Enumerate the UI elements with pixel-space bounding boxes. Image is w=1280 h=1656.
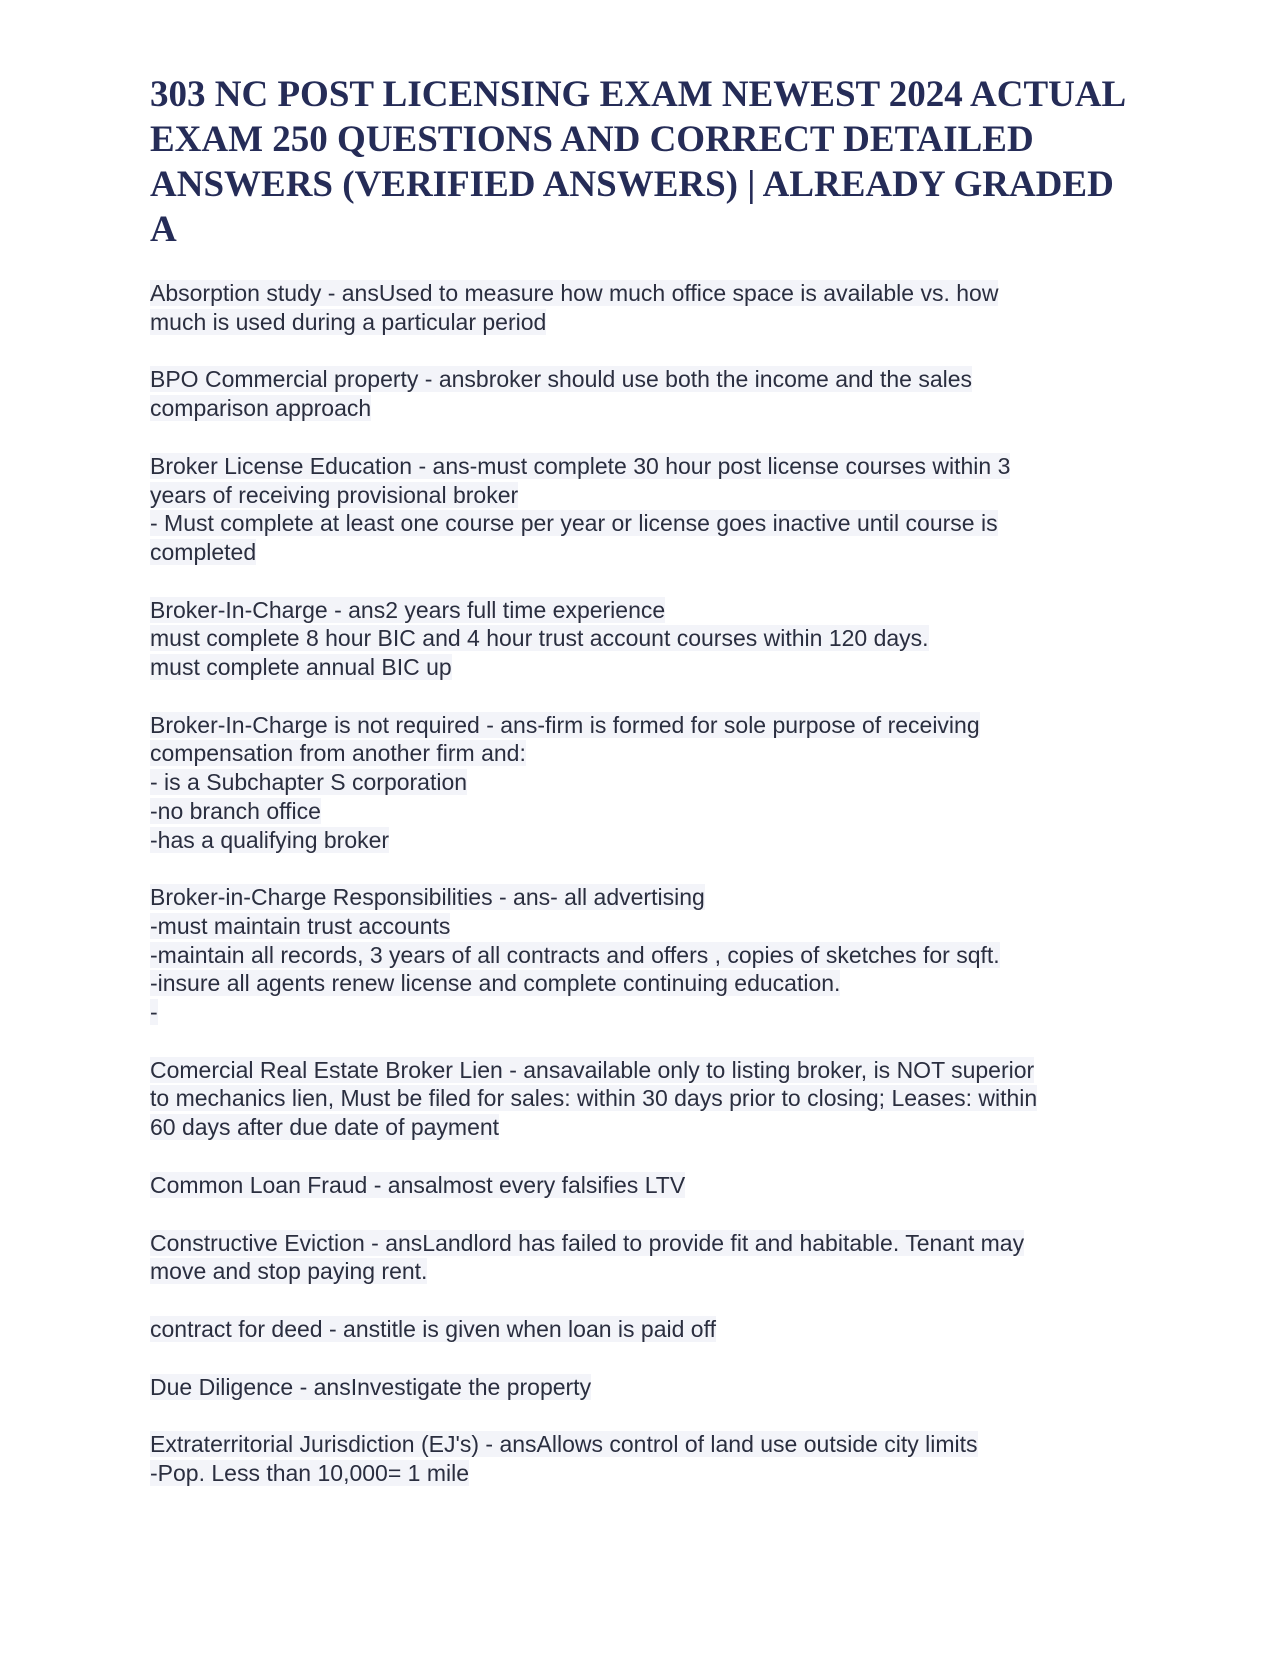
entry-text: Absorption study - ansUsed to measure how much office space is available vs. how bbox=[150, 280, 999, 306]
entry-line bbox=[150, 596, 1130, 625]
entry-line bbox=[150, 739, 1130, 768]
entry-broker-in-charge-responsibilities bbox=[150, 883, 1130, 1027]
entry-line bbox=[150, 1084, 1130, 1113]
entry-line bbox=[150, 365, 1130, 394]
entry-line bbox=[150, 279, 1130, 308]
entry-bpo-commercial-property bbox=[150, 365, 1130, 422]
entry-line bbox=[150, 308, 1130, 337]
entry-text: much is used during a particular period bbox=[150, 308, 547, 335]
entry-line bbox=[150, 826, 1130, 855]
entry-line bbox=[150, 1373, 1130, 1402]
entry-text: -Pop. Less than 10,000= 1 mile bbox=[150, 1460, 470, 1487]
entry-absorption-study bbox=[150, 279, 1130, 336]
entry-text: Constructive Eviction - ansLandlord has failed to provide fit and habitable. Tenant may bbox=[150, 1229, 1025, 1256]
entry-line bbox=[150, 624, 1130, 653]
entry-text: -no branch office bbox=[150, 797, 321, 824]
entry-text: Extraterritorial Jurisdiction (EJ's) - ansAllows control of land use outside city limits bbox=[150, 1431, 978, 1458]
entry-text: Broker-In-Charge - ans2 years full time experience bbox=[150, 596, 666, 623]
entry-text: Common Loan Fraud - ansalmost every falsifies LTV bbox=[150, 1171, 686, 1198]
entry-text: - bbox=[150, 999, 158, 1026]
entry-text: move and stop paying rent. bbox=[150, 1258, 428, 1285]
entry-line bbox=[150, 1430, 1130, 1459]
entry-text: must complete 8 hour BIC and 4 hour trust account courses within 120 days. bbox=[150, 625, 929, 652]
entry-line bbox=[150, 538, 1130, 567]
entry-text: to mechanics lien, Must be filed for sales: within 30 days prior to closing; Leases: within bbox=[150, 1085, 1038, 1112]
entry-text: Comercial Real Estate Broker Lien - ansavailable only to listing broker, is NOT superior bbox=[150, 1056, 1035, 1083]
entry-broker-in-charge-not-required bbox=[150, 711, 1130, 855]
entry-line bbox=[150, 998, 1130, 1027]
document-page bbox=[150, 72, 1130, 1517]
entry-common-loan-fraud bbox=[150, 1171, 1130, 1200]
entry-line bbox=[150, 912, 1130, 941]
entry-text: -maintain all records, 3 years of all contracts and offers , copies of sketches for sqft. bbox=[150, 941, 1000, 968]
entry-text: - Must complete at least one course per year or license goes inactive until course is bbox=[150, 510, 998, 537]
entry-line bbox=[150, 1056, 1130, 1085]
entry-line bbox=[150, 1229, 1130, 1258]
entry-broker-license-education bbox=[150, 452, 1130, 567]
entry-text: Broker-in-Charge Responsibilities - ans- all advertising bbox=[150, 884, 705, 911]
entry-broker-in-charge bbox=[150, 596, 1130, 682]
entry-text: must complete annual BIC up bbox=[150, 654, 452, 681]
entry-extraterritorial-jurisdiction bbox=[150, 1430, 1130, 1487]
entry-line bbox=[150, 969, 1130, 998]
entry-due-diligence bbox=[150, 1373, 1130, 1402]
entry-line bbox=[150, 768, 1130, 797]
entry-line bbox=[150, 1459, 1130, 1488]
entry-commercial-broker-lien bbox=[150, 1056, 1130, 1142]
entry-text: BPO Commercial property - ansbroker should use both the income and the sales bbox=[150, 366, 973, 393]
entry-text: comparison approach bbox=[150, 395, 372, 422]
entry-text: -has a qualifying broker bbox=[150, 826, 390, 853]
entry-text: Broker-In-Charge is not required - ans-firm is formed for sole purpose of receiving bbox=[150, 711, 980, 738]
entry-line bbox=[150, 797, 1130, 826]
entry-line bbox=[150, 509, 1130, 538]
entry-text: -must maintain trust accounts bbox=[150, 912, 451, 939]
entry-line bbox=[150, 1113, 1130, 1142]
entry-line bbox=[150, 883, 1130, 912]
entry-line bbox=[150, 653, 1130, 682]
entry-line bbox=[150, 711, 1130, 740]
entry-line bbox=[150, 394, 1130, 423]
entry-text: years of receiving provisional broker bbox=[150, 481, 519, 508]
entry-contract-for-deed bbox=[150, 1315, 1130, 1344]
entry-text: - is a Subchapter S corporation bbox=[150, 769, 468, 796]
entry-line bbox=[150, 452, 1130, 481]
entry-line bbox=[150, 1315, 1130, 1344]
entry-constructive-eviction bbox=[150, 1229, 1130, 1286]
entry-text: compensation from another firm and: bbox=[150, 740, 526, 767]
entry-line bbox=[150, 481, 1130, 510]
entry-text: -insure all agents renew license and complete continuing education. bbox=[150, 970, 841, 997]
entry-text: Due Diligence - ansInvestigate the property bbox=[150, 1373, 592, 1400]
document-title: 303 NC POST LICENSING EXAM NEWEST 2024 ACTUAL EXAM 250 QUESTIONS AND CORRECT DETAILED ANSWERS (VERIFIED ANSWERS) | ALREADY GRADED A bbox=[150, 74, 1125, 250]
entry-text: Broker License Education - ans-must complete 30 hour post license courses within 3 bbox=[150, 452, 1011, 479]
entry-text: 60 days after due date of payment bbox=[150, 1114, 500, 1141]
entry-text: contract for deed - anstitle is given when loan is paid off bbox=[150, 1315, 716, 1342]
entry-line bbox=[150, 1171, 1130, 1200]
entry-text: completed bbox=[150, 538, 257, 565]
entry-line bbox=[150, 1257, 1130, 1286]
entry-line bbox=[150, 941, 1130, 970]
